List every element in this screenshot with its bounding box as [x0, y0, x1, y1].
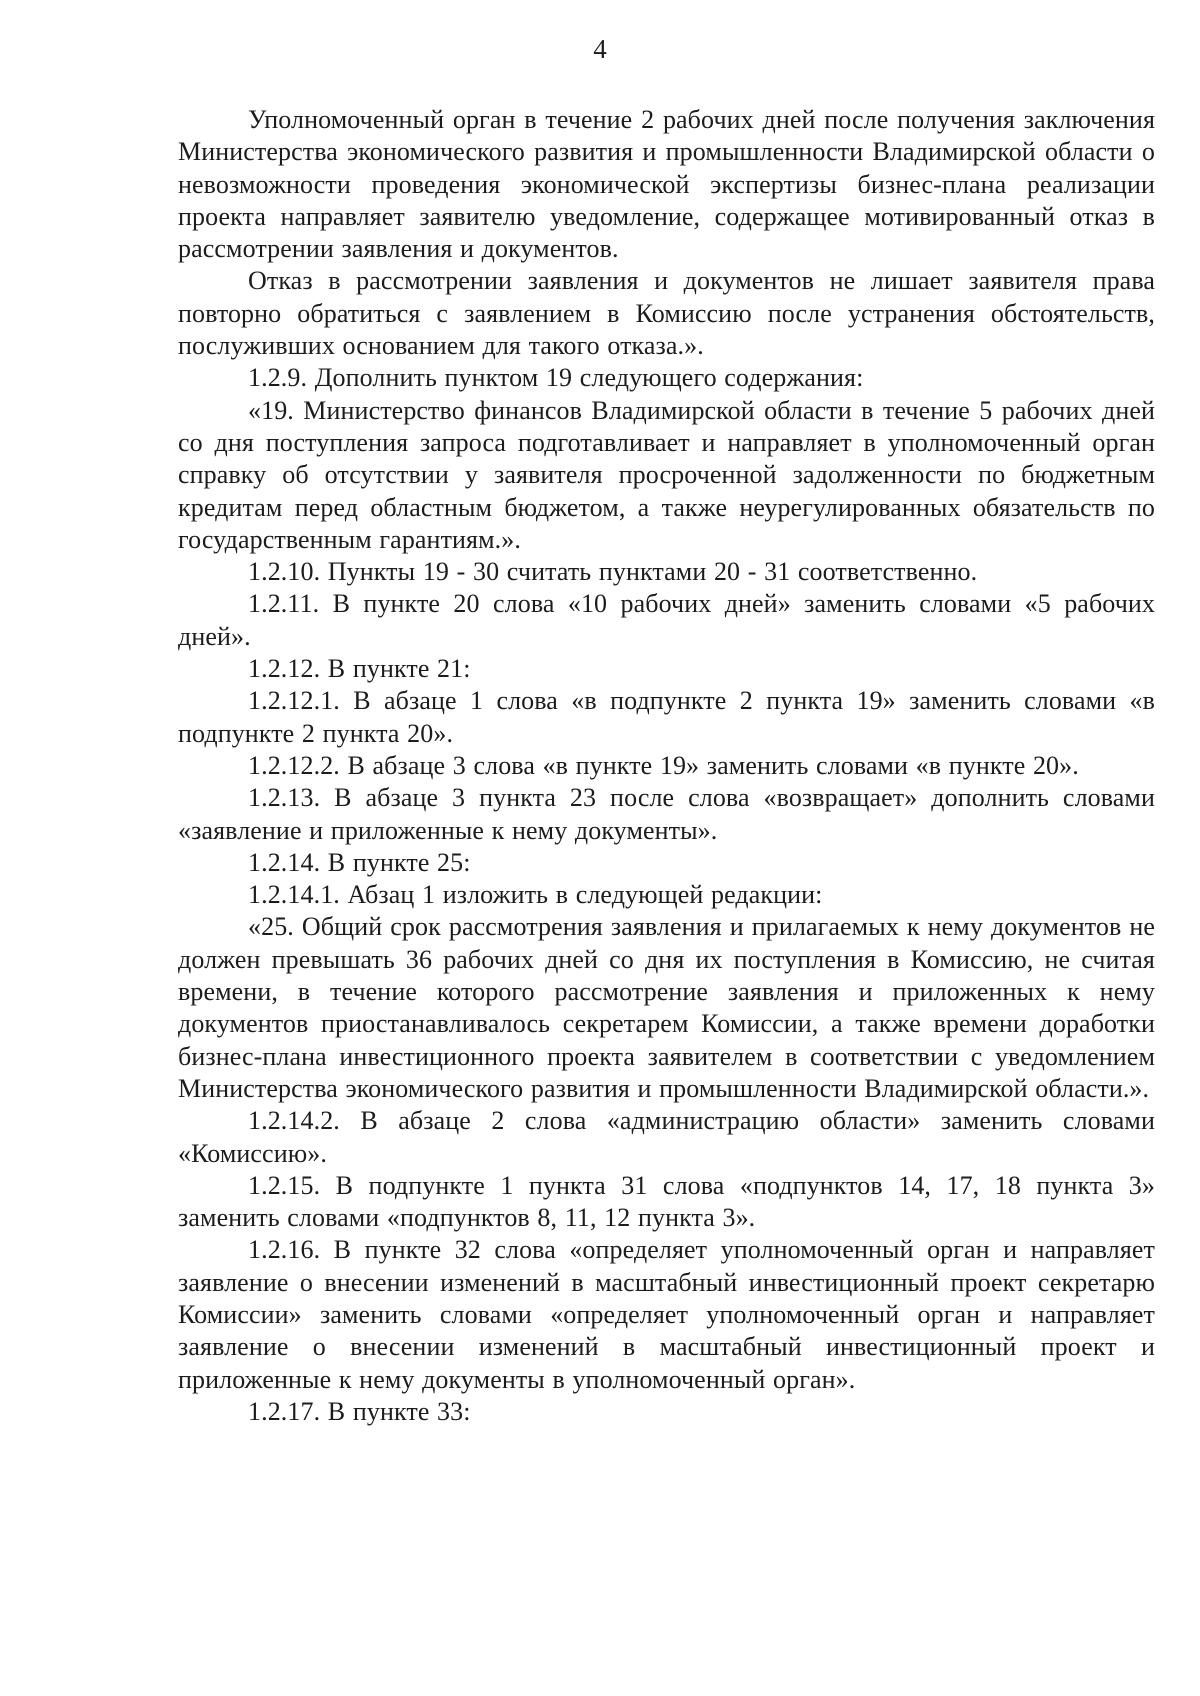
paragraph: 1.2.12.1. В абзаце 1 слова «в подпункте 2 пункта 19» заменить словами «в подпункте 2 пункта 20». [178, 686, 1155, 748]
paragraph: 1.2.13. В абзаце 3 пункта 23 после слова «возвращает» дополнить словами «заявление и приложенные к нему документы». [178, 783, 1155, 845]
paragraph: 1.2.14.1. Абзац 1 изложить в следующей редакции: [248, 880, 823, 910]
paragraph: 1.2.15. В подпункте 1 пункта 31 слова «подпунктов 14, 17, 18 пункта 3» заменить словами «подпунктов 8, 11, 12 пункта 3». [178, 1170, 1155, 1233]
paragraph: 1.2.10. Пункты 19 - 30 считать пунктами 20 - 31 соответственно. [248, 557, 978, 587]
page-number: 4 [593, 34, 607, 64]
paragraph: Уполномоченный орган в течение 2 рабочих дней после получения заключения Министерства экономического развития и промышленности Владимирской области о невозможности проведения экономической экспертизы бизнес-плана реализации проекта направляет заявителю уведомление, содержащее мотивированный отказ в рассмотрении заявления и документов. [178, 105, 1155, 264]
paragraph: 1.2.12. В пункте 21: [248, 654, 471, 684]
paragraph: «25. Общий срок рассмотрения заявления и прилагаемых к нему документов не должен превышать 36 рабочих дней со дня их поступления в Комиссию, не считая времени, в течение которого рассмотрение заявления и приложенных к нему документов приостанавливалось секретарем Комиссии, а также времени доработки бизнес-плана инвестиционного проекта заявителем в соответствии с уведомлением Министерства экономического развития и промышленности Владимирской области.». [178, 912, 1155, 1103]
paragraph: 1.2.9. Дополнить пунктом 19 следующего содержания: [248, 363, 864, 393]
paragraph: 1.2.16. В пункте 32 слова «определяет уполномоченный орган и направляет заявление о внесении изменений в масштабный инвестиционный проект секретарю Комиссии» заменить словами «определяет уполномоченный орган и направляет заявление о внесении изменений в масштабный инвестиционный проект и приложенные к нему документы в уполномоченный орган». [178, 1235, 1155, 1394]
paragraph: 1.2.14.2. В абзаце 2 слова «администрацию области» заменить словами «Комиссию». [178, 1106, 1155, 1168]
paragraph: «19. Министерство финансов Владимирской области в течение 5 рабочих дней со дня поступления запроса подготавливает и направляет в уполномоченный орган справку об отсутствии у заявителя просроченной задолженности по бюджетным кредитам перед областным бюджетом, а также неурегулированных обязательств по государственным гарантиям.». [178, 395, 1155, 554]
paragraph: 1.2.11. В пункте 20 слова «10 рабочих дней» заменить словами «5 рабочих дней». [178, 589, 1155, 651]
document-body [178, 104, 1155, 1428]
paragraph: 1.2.14. В пункте 25: [248, 847, 471, 877]
paragraph: 1.2.17. В пункте 33: [248, 1396, 471, 1426]
paragraph: Отказ в рассмотрении заявления и документов не лишает заявителя права повторно обратиться с заявлением в Комиссию после устранения обстоятельств, послуживших основанием для такого отказа.». [178, 266, 1155, 361]
paragraph: 1.2.12.2. В абзаце 3 слова «в пункте 19» заменить словами «в пункте 20». [248, 750, 1079, 780]
